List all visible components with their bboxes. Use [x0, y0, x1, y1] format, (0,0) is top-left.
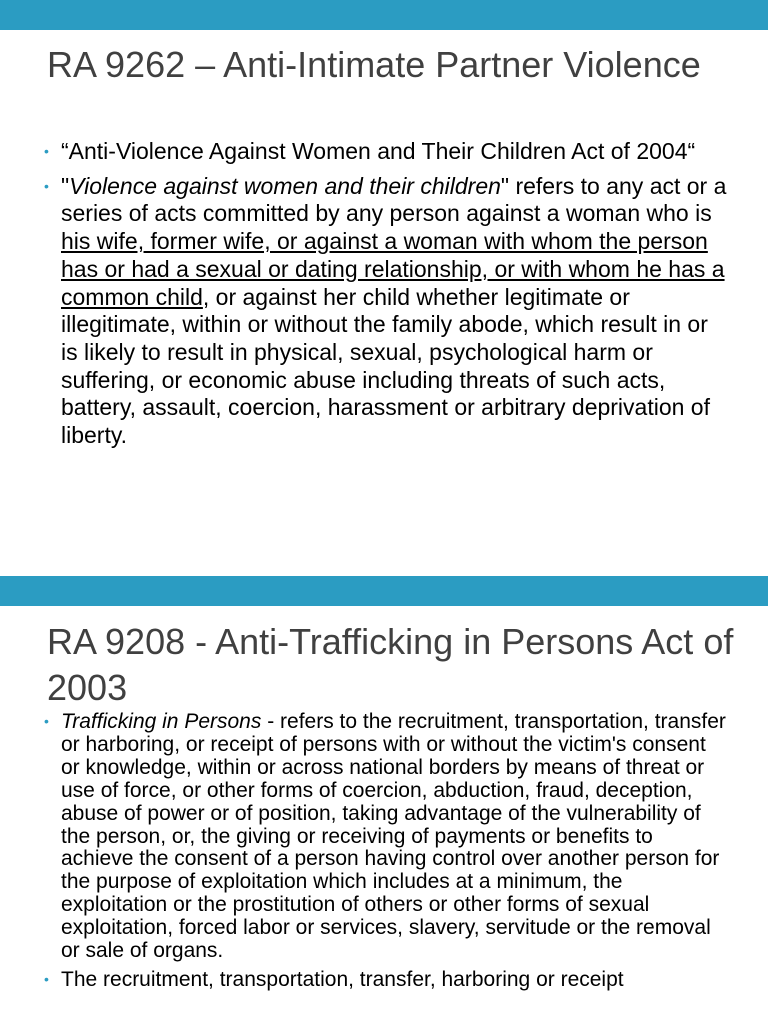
bullet-text: " refers to any act or a series of acts committed by any person against a woman who is — [61, 172, 727, 227]
bullet-icon: • — [44, 177, 49, 194]
bullet-text: - refers to the recruitment, transportation, transfer or harboring, or receipt of persons with or without the victim's consent or knowledge, within or across national borders by means of threat or use of force, or other forms of coercion, abduction, fraud, deception, abuse of power or of position, taking advantage of the vulnerability of the person, or, the giving or receiving of payments or benefits to achieve the consent of a person having control over another person for the purpose of exploitation which includes at a minimum, the exploitation or the prostitution of others or other forms of sexual exploitation, forced labor or services, slavery, servitude or the removal or sale of organs. — [61, 710, 726, 963]
header-band — [0, 576, 768, 606]
slide-title: RA 9208 - Anti-Trafficking in Persons Act of 2003 — [47, 621, 734, 708]
slide-ra-9208 — [0, 576, 768, 1024]
bullet-icon: • — [44, 970, 49, 987]
bullet-icon: • — [44, 713, 49, 729]
bullet-list — [44, 711, 728, 998]
bullet-text: The recruitment, transportation, transfer, harboring or receipt — [61, 967, 624, 991]
bullet-item — [44, 138, 728, 166]
bullet-item — [44, 173, 728, 450]
bullet-text: “Anti-Violence Against Women and Their Children Act of 2004“ — [61, 138, 696, 164]
bullet-item — [44, 969, 728, 992]
defined-term: Trafficking in Persons — [61, 710, 262, 733]
slide-title: RA 9262 – Anti-Intimate Partner Violence — [47, 44, 701, 85]
underlined-text: his wife, former wife, or against a woman with whom the person has or had a sexual or dating relationship, or with whom he has a common child — [61, 228, 725, 310]
bullet-item — [44, 711, 728, 963]
bullet-icon: • — [44, 143, 49, 159]
defined-term: Violence against women and their children — [69, 172, 501, 199]
header-band — [0, 0, 768, 30]
bullet-text: , or against her child whether legitimate or illegitimate, within or without the family abode, which result in or is likely to result in physical, sexual, psychological harm or suffering, or economic abuse including threats of such acts, battery, assault, coercion, harassment or arbitrary deprivation of liberty. — [61, 283, 710, 449]
bullet-list — [44, 138, 728, 457]
bullet-quote-open: " — [61, 172, 70, 199]
